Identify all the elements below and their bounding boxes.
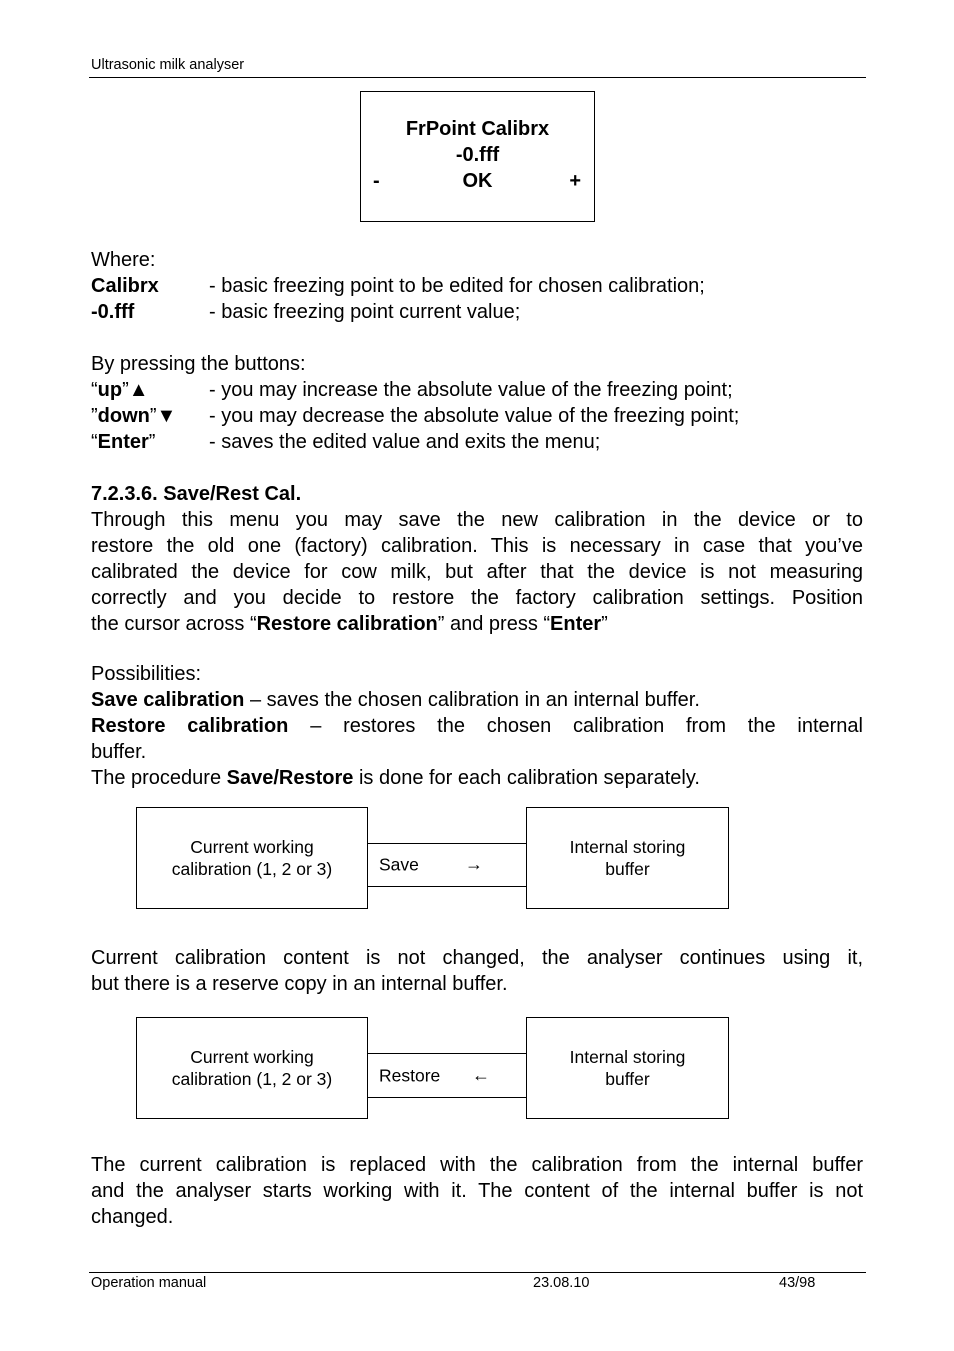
restore-label: Restore <box>379 1065 441 1085</box>
where-heading: Where: <box>91 249 156 271</box>
diagram-save-buffer-box: Internal storing buffer <box>526 807 729 909</box>
button-term-up: “up”▲ <box>91 379 149 401</box>
note-line: The current calibration is replaced with the calibration from the internal buffer <box>91 1154 863 1176</box>
diagram-save-connector <box>367 843 527 887</box>
restore-line-last: buffer. <box>91 741 147 763</box>
para-line: Through this menu you may save the new calibration in the device or to <box>91 509 863 531</box>
footer-page-number: 43/98 <box>779 1275 816 1291</box>
button-desc-up: - you may increase the absolute value of the freezing point; <box>209 379 733 401</box>
footer-date: 23.08.10 <box>533 1275 590 1291</box>
save-label: Save <box>379 854 419 875</box>
where-term-calibrx: Calibrx <box>91 275 159 297</box>
header-title: Ultrasonic milk analyser <box>91 57 245 73</box>
note-line-last: but there is a reserve copy in an internal buffer. <box>91 973 508 995</box>
possibility-restore <box>91 713 863 765</box>
note-line: and the analyser starts working with it. The content of the internal buffer is not <box>91 1180 863 1202</box>
save-note <box>91 945 863 997</box>
procedure-note: The procedure Save/Restore is done for each calibration separately. <box>91 767 700 789</box>
diagram-save-current-box: Current working calibration (1, 2 or 3) <box>136 807 368 909</box>
where-term-value: -0.fff <box>91 301 135 323</box>
button-desc-down: - you may decrease the absolute value of the freezing point; <box>209 405 740 427</box>
section-paragraph <box>91 507 863 637</box>
button-term-down: ”down”▼ <box>91 405 177 427</box>
possibilities-heading: Possibilities: <box>91 663 202 685</box>
header-divider <box>89 77 866 78</box>
footer-doc-title: Operation manual <box>91 1275 207 1291</box>
diagram-restore-buffer-box: Internal storing buffer <box>526 1017 729 1119</box>
button-term-enter: “Enter” <box>91 431 156 453</box>
para-line-last: the cursor across “Restore calibration” and press “Enter” <box>91 613 608 635</box>
lcd-ok: OK <box>462 170 493 192</box>
button-desc-enter: - saves the edited value and exits the menu; <box>209 431 601 453</box>
restore-line: Restore calibration – restores the chosen calibration from the internal <box>91 715 863 737</box>
where-desc-calibrx: - basic freezing point to be edited for chosen calibration; <box>209 275 705 297</box>
lcd-minus: - <box>373 170 380 192</box>
footer-divider <box>89 1272 866 1273</box>
para-line: correctly and you decide to restore the factory calibration settings. Position <box>91 587 863 609</box>
arrow-left-icon: ← <box>472 1064 490 1085</box>
possibility-save: Save calibration – saves the chosen calibration in an internal buffer. <box>91 689 700 711</box>
note-line-last: changed. <box>91 1206 174 1228</box>
diagram-restore-connector <box>367 1053 527 1098</box>
para-line: restore the old one (factory) calibration. This is necessary in case that you’ve <box>91 535 863 557</box>
note-line: Current calibration content is not changed, the analyser continues using it, <box>91 947 863 969</box>
section-heading: 7.2.3.6. Save/Rest Cal. <box>91 483 302 505</box>
para-line: calibrated the device for cow milk, but after that the device is not measuring <box>91 561 863 583</box>
lcd-line-value: -0.fff <box>455 144 500 166</box>
arrow-right-icon: → <box>465 854 483 875</box>
lcd-display <box>360 91 595 222</box>
lcd-line-title: FrPoint Calibrx <box>405 118 550 140</box>
buttons-heading: By pressing the buttons: <box>91 353 306 375</box>
diagram-restore-current-box: Current working calibration (1, 2 or 3) <box>136 1017 368 1119</box>
where-desc-value: - basic freezing point current value; <box>209 301 521 323</box>
lcd-plus: + <box>569 170 581 192</box>
restore-note <box>91 1152 863 1230</box>
